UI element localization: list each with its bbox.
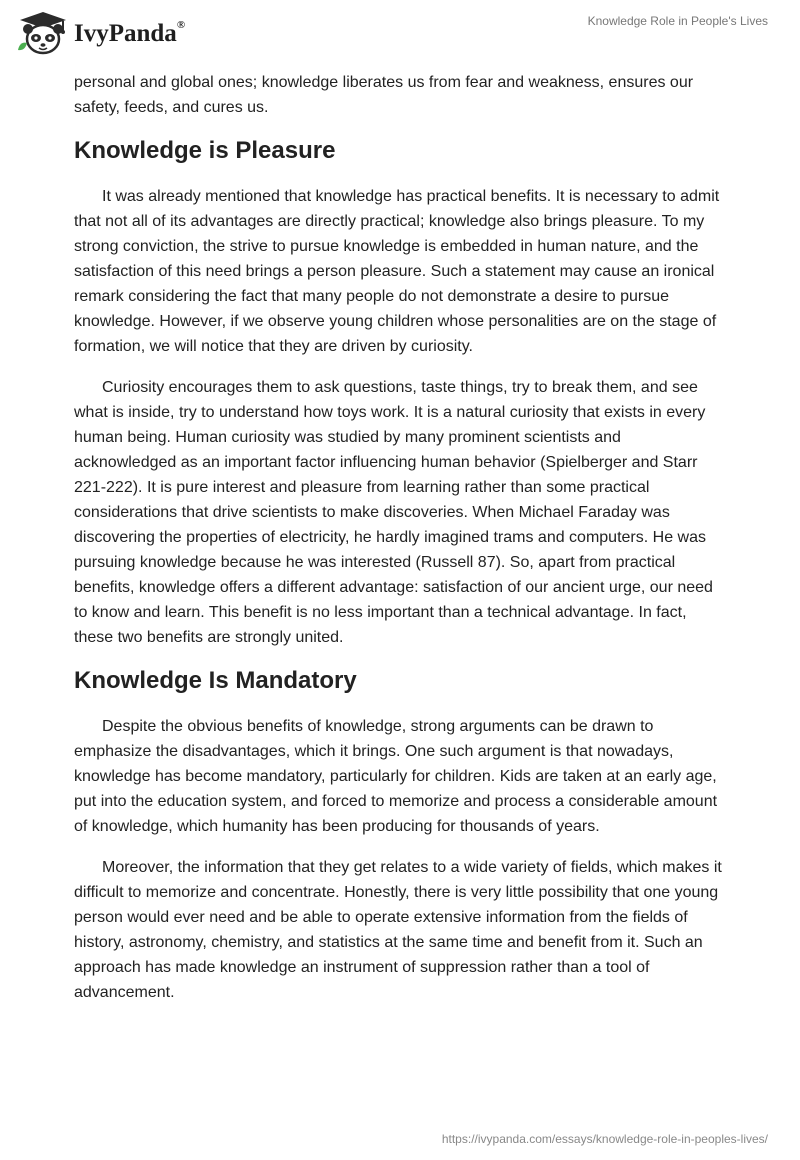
intro-paragraph: personal and global ones; knowledge liberates us from fear and weakness, ensures our safety, feeds, and cures us. — [74, 74, 694, 116]
pleasure-paragraph-2: Curiosity encourages them to ask questions, taste things, try to break them, and see what is inside, try to understand how toys work. It is a natural curiosity that exists in every human being. Human curiosity was studied by many prominent scientists and acknowledged as an important factor influencing human behavior (Spielberger and Starr 221-222). It is pure interest and pleasure from learning rather than some practical considerations that drive scientists to make discoveries. When Michael Faraday was discovering the properties of electricity, he hardly imagined trams and computers. He was pursuing knowledge because he was interested (Russell 87). So, apart from practical benefits, knowledge offers a different advantage: satisfaction of our ancient urge, our need to know and learn. This benefit is no less important than a technical advantage. In fact, these two benefits are strongly united. — [74, 379, 713, 646]
section-heading-pleasure: Knowledge is Pleasure — [74, 137, 336, 164]
document-title: Knowledge Role in People's Lives — [587, 14, 768, 28]
essay-content — [74, 70, 726, 1021]
source-url[interactable]: https://ivypanda.com/essays/knowledge-role-in-peoples-lives/ — [441, 1132, 768, 1146]
panda-graduate-icon — [14, 10, 72, 56]
section-heading-mandatory: Knowledge Is Mandatory — [74, 667, 357, 694]
mandatory-paragraph-1: Despite the obvious benefits of knowledge, strong arguments can be drawn to emphasize the disadvantages, which it brings. One such argument is that nowadays, knowledge has become mandatory, particularly for children. Kids are taken at an early age, put into the education system, and forced to memorize and process a considerable amount of knowledge, which humanity has been producing for thousands of years. — [74, 718, 718, 835]
page-header — [0, 0, 800, 60]
pleasure-paragraph-1: It was already mentioned that knowledge has practical benefits. It is necessary to admit that not all of its advantages are directly practical; knowledge also brings pleasure. To my strong conviction, the strive to pursue knowledge is embedded in human nature, and the satisfaction of this need brings a person pleasure. Such a statement may cause an ironical remark considering the fact that many people do not demonstrate a desire to pursue knowledge. However, if we observe young children whose personalities are on the stage of formation, we will notice that they are driven by curiosity. — [74, 188, 720, 355]
ivypanda-logo[interactable] — [14, 10, 185, 56]
brand-name: IvyPanda® — [74, 18, 186, 47]
mandatory-paragraph-2: Moreover, the information that they get relates to a wide variety of fields, which makes it difficult to memorize and concentrate. Honestly, there is very little possibility that one young person would ever need and be able to operate extensive information from the fields of history, astronomy, chemistry, and statistics at the same time and benefit from it. Such an approach has made knowledge an instrument of suppression rather than a tool of advancement. — [74, 859, 722, 1001]
